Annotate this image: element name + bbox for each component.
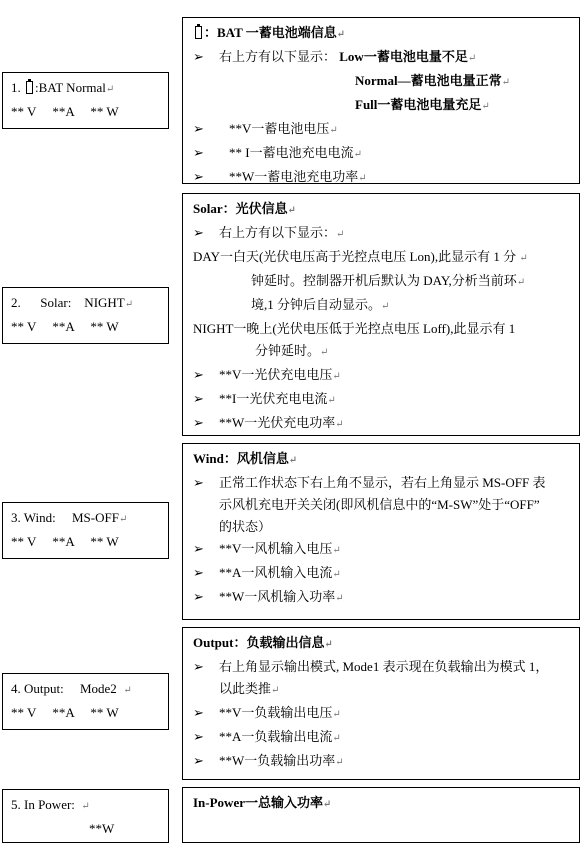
arrow-bullet-icon: ➢ (193, 729, 204, 744)
arrow-bullet-icon: ➢ (193, 589, 204, 604)
battery-icon (195, 26, 202, 39)
arrow-bullet-icon: ➢ (193, 121, 204, 136)
battery-icon (26, 81, 33, 94)
bat-info-box: ：BAT 一蓄电池端信息↵ ➢ 右上方有以下显示： Low一蓄电池电量不足↵ Normal—蓄电池电量正常↵ Full一蓄电池电量充足↵ ➢ **V一蓄电池电压↵ ➢ ** I一蓄电池充电电流↵ ➢ **W一蓄电池充电功率↵ (182, 17, 580, 184)
arrow-bullet-icon: ➢ (193, 659, 204, 674)
arrow-bullet-icon: ➢ (193, 391, 204, 406)
arrow-bullet-icon: ➢ (193, 705, 204, 720)
left-box-bat: 1. :BAT Normal↵ ** V **A ** W (2, 72, 169, 129)
arrow-bullet-icon: ➢ (193, 415, 204, 430)
left-box-wind: 3. Wind: MS-OFF↵ ** V **A ** W (2, 502, 169, 559)
arrow-bullet-icon: ➢ (193, 145, 204, 160)
left-box-inpower: 5. In Power: ↵ **W (2, 789, 169, 843)
arrow-bullet-icon: ➢ (193, 367, 204, 382)
output-info-box: Output：负载输出信息↵ ➢ 右上角显示输出模式, Mode1 表示现在负载输出为模式 1， 以此类推↵ ➢ **V一负载输出电压↵ ➢ **A一负载输出电流↵ ➢ **W一负载输出功率↵ (182, 627, 580, 780)
arrow-bullet-icon: ➢ (193, 541, 204, 556)
arrow-bullet-icon: ➢ (193, 49, 204, 64)
arrow-bullet-icon: ➢ (193, 225, 204, 240)
inpower-info-box: In-Power一总输入功率↵ (182, 787, 580, 843)
wind-info-box: Wind：风机信息↵ ➢ 正常工作状态下右上角不显示，若右上角显示 MS-OFF 表 示风机充电开关关闭(即风机信息中的“M-SW”处于“OFF” 的状态） ➢ **V一风机输入电压↵ ➢ **A一风机输入电流↵ ➢ **W一风机输入功率↵ (182, 443, 580, 620)
solar-info-box: Solar：光伏信息↵ ➢ 右上方有以下显示：↵ DAY一白天(光伏电压高于光控点电压 Lon),此显示有 1 分 ↵ 钟延时。控制器开机后默认为 DAY,分析当前环↵ 境,1 分钟后自动显示。↵ NIGHT一晚上(光伏电压低于光控点电压 Loff),此显示有 1 分钟延时。↵ ➢ **V一光伏充电电压↵ ➢ **I一光伏充电电流↵ ➢ **W一光伏充电功率↵ (182, 193, 580, 436)
left-box-solar: 2. Solar: NIGHT↵ ** V **A ** W (2, 287, 169, 344)
arrow-bullet-icon: ➢ (193, 565, 204, 580)
arrow-bullet-icon: ➢ (193, 753, 204, 768)
arrow-bullet-icon: ➢ (193, 169, 204, 184)
left-box-output: 4. Output: Mode2 ↵ ** V **A ** W (2, 673, 169, 730)
arrow-bullet-icon: ➢ (193, 475, 204, 490)
